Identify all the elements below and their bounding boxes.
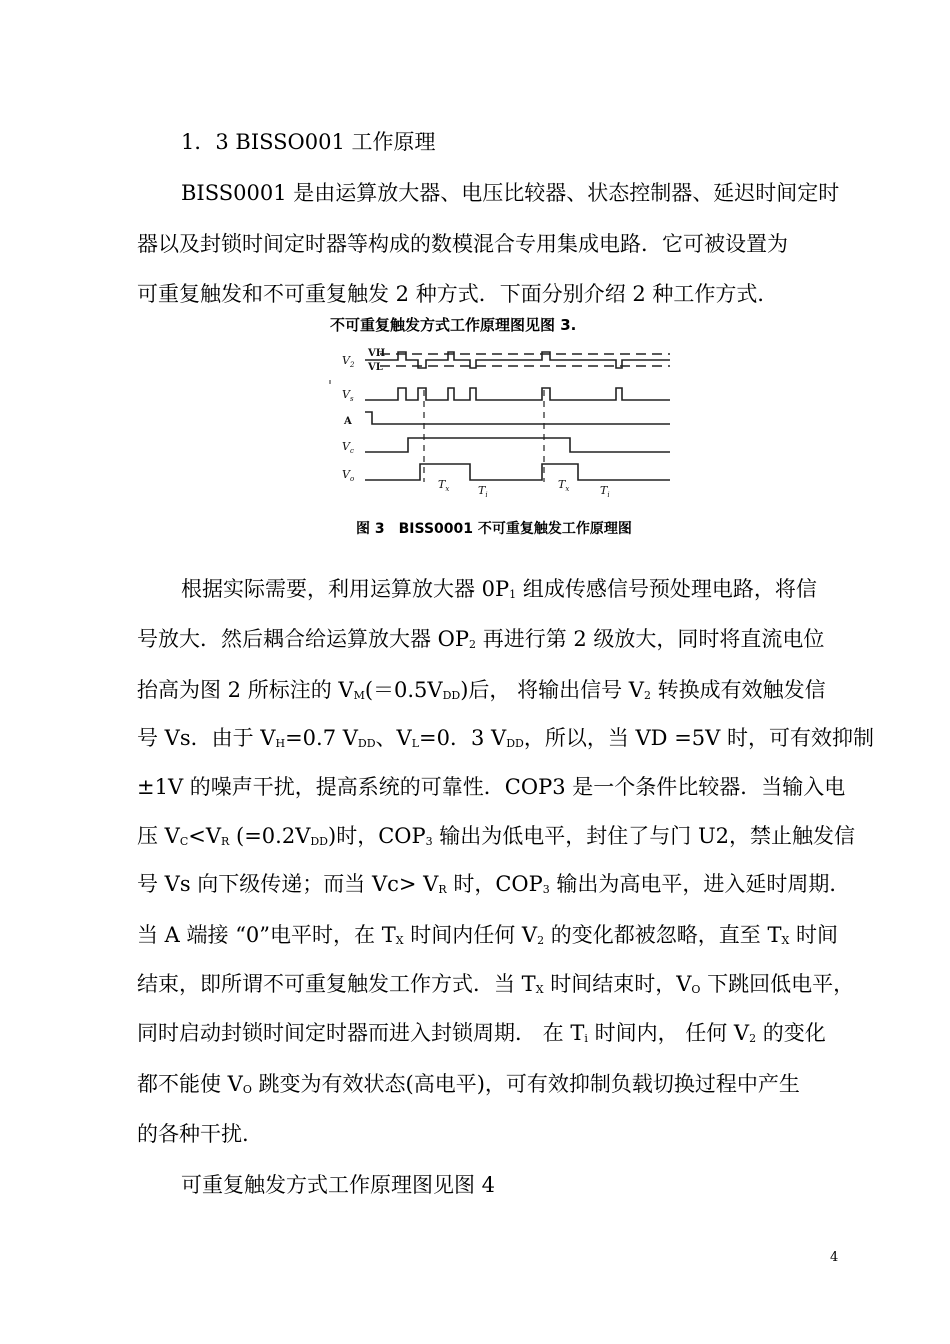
paragraph-line: 可重复触发和不可重复触发 2 种方式．下面分别介绍 2 种工作方式． [137,282,779,306]
figure-title: 不可重复触发方式工作原理图见图 3. [330,316,577,334]
paragraph-line: BISS0001 是由运算放大器、电压比较器、状态控制器、延迟时间定时 [181,181,840,205]
timing-diagram [320,312,680,544]
vl-label: VL [368,362,383,373]
vc-label: $V_c$ [342,440,354,455]
paragraph-line: 号放大．然后耦合给运算放大器 $OP_2$ 再进行第 2 级放大，同时将直流电位 [137,627,825,651]
paragraph-line: ±1V 的噪声干扰，提高系统的可靠性．COP3 是一个条件比较器．当输入电 [137,775,846,799]
paragraph-line: 结束，即所谓不可重复触发工作方式．当 $T_X$ 时间结束时，$V_O$ 下跳回低电平， [137,972,855,996]
paragraph-line: 器以及封锁时间定时器等构成的数模混合专用集成电路．它可被设置为 [137,232,788,256]
vo-label: $V_o$ [342,468,355,483]
paragraph-line: 的各种干扰. [137,1122,249,1146]
paragraph-line: 号 Vs．由于 $V_H=0.7$ $V_{DD}$、$V_L=0$．3 $V_{DD}$，所以，当 VD =5V 时，可有效抑制 [137,726,874,750]
tx-label: $T_x$ [438,478,450,493]
paragraph-line: 当 A 端接 “0”电平时，在 $T_X$ 时间内任何 $V_2$ 的变化都被忽略，直至 $T_X$ 时间 [137,923,838,947]
page-number: 4 [830,1250,839,1265]
ti-label: $T_i$ [600,484,610,499]
paragraph-line: 同时启动封锁时间定时器而进入封锁周期． 在 $T_i$ 时间内， 任何 $V_2$ 的变化 [137,1021,826,1045]
vs-label: $V_s$ [342,388,354,403]
vh-label: VH [368,348,386,359]
v2-label: $V_2$ [342,354,355,369]
section-heading: 1．3 BISSO001 工作原理 [181,130,436,154]
a-label: A [344,416,352,427]
paragraph-line: 压 $V_C<V_R$ $(=0.2V_{DD})$时，$COP_3$ 输出为低电平，封住了与门 U2，禁止触发信 [137,824,856,848]
paragraph-line: 可重复触发方式工作原理图见图 4 [181,1173,496,1197]
figure-caption: 图 3 BISS0001 不可重复触发工作原理图 [356,521,632,537]
paragraph-line: 号 Vs 向下级传递；而当 $Vc> V_R$ 时，$COP_3$ 输出为高电平，进入延时周期． [137,872,851,896]
ti-label: $T_i$ [478,484,488,499]
paragraph-line: 根据实际需要，利用运算放大器 $0P_1$ 组成传感信号预处理电路，将信 [181,577,817,601]
tx-label: $T_x$ [558,478,570,493]
paragraph-line: 都不能使 $V_O$ 跳变为有效状态(高电平)，可有效抑制负载切换过程中产生 [137,1072,800,1096]
paragraph-line: 抬高为图 2 所标注的 $V_M(=0.5V_{DD})$后， 将输出信号 $V_2$ 转换成有效触发信 [137,678,826,702]
